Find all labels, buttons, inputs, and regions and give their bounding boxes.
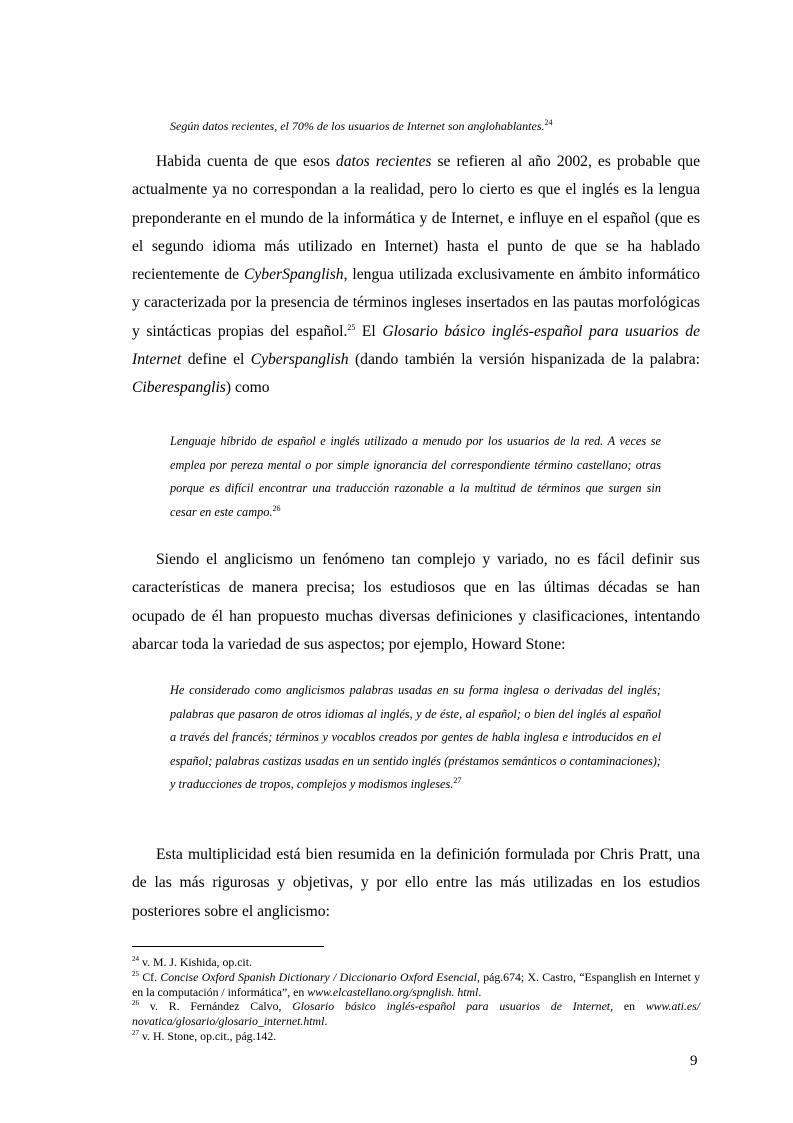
footnote-26: $^{26}$ v. R. Fernández Calvo, Glosario básico inglés-español para usuarios de Internet, en www.ati.es/ novatica/glosario/glosario_internet.html.: [132, 999, 700, 1029]
footnote-24: $^{24}$ v. M. J. Kishida, op.cit.: [132, 955, 252, 969]
block-quote-stone: He considerado como anglicismos palabras usadas en su forma inglesa o derivadas del inglés; palabras que pasaron de otros idiomas al inglés, y de éste, al español; o bien del inglés al español a través del francés; términos y vocablos creados por gentes de habla inglesa e introducidos en el español; palabras castizas usadas en un sentido inglés (préstamos semánticos o contaminaciones); y traducciones de tropos, complejos y modismos ingleses.$^{27}$: [170, 683, 661, 791]
paragraph-2: Siendo el anglicismo un fenómeno tan complejo y variado, no es fácil definir sus características de manera precisa; los estudiosos que en las últimas décadas se han ocupado de él han propuesto muchas diversas definiciones y clasificaciones, intentando abarcar toda la variedad de sus aspectos; por ejemplo, Howard Stone:: [132, 551, 700, 653]
footnotes: [132, 955, 700, 1044]
footnote-27: $^{27}$ v. H. Stone, op.cit., pág.142.: [132, 1028, 277, 1043]
paragraph-1: Habida cuenta de que esos datos recientes se refieren al año 2002, es probable que actualmente ya no correspondan a la realidad, pero lo cierto es que el inglés es la lengua preponderante en el mundo de la informática y de Internet, e influye en el español (que es el segundo idioma más utilizado en Internet) hasta el punto de que se ha hablado recientemente de CyberSpanglish, lengua utilizada exclusivamente en ámbito informático y caracterizada por la presencia de términos ingleses insertados en las pautas morfológicas y sintácticas propias del español.$^{25}$ El Glosario básico inglés-español para usuarios de Internet define el Cyberspanglish (dando también la versión hispanizada de la palabra: Ciberespanglis) como: [132, 153, 701, 397]
page-number: 9: [690, 1053, 698, 1069]
footnote-ref-24[interactable]: 24: [544, 118, 553, 127]
paragraph-3: Esta multiplicidad está bien resumida en la definición formulada por Chris Pratt, una de las más rigurosas y objetivas, y por ello entre las más utilizadas en los estudios posteriores sobre el anglicismo:: [132, 846, 700, 920]
footnote-ref-25[interactable]: 25: [347, 322, 356, 332]
footnote-ref-26[interactable]: 26: [272, 503, 281, 513]
opening-quote: Según datos recientes, el 70% de los usuarios de Internet son anglohablantes.$^{24}$: [170, 118, 553, 133]
block-quote-glosario: Lenguaje híbrido de español e inglés utilizado a menudo por los usuarios de la red. A veces se emplea por pereza mental o por simple ignorancia del correspondiente término castellano; otras porque es difícil encontrar una traducción razonable a la multitud de términos que surgen sin cesar en este campo.$^{26}$: [170, 434, 661, 519]
footnote-separator: [132, 946, 324, 947]
link-elcastellano[interactable]: www.elcastellano.org/spnglish. html: [307, 984, 479, 999]
footnote-ref-27[interactable]: 27: [453, 775, 462, 785]
link-ati-glosario[interactable]: www.ati.es/ novatica/glosario/glosario_internet.html: [132, 999, 700, 1029]
footnote-25: $^{25}$ Cf. Concise Oxford Spanish Dictionary / Diccionario Oxford Esencial, pág.674; X. Castro, “Espanglish en Internet y en la computación / informática”, en www.elcastellano.org/spnglish. html.: [132, 969, 700, 999]
